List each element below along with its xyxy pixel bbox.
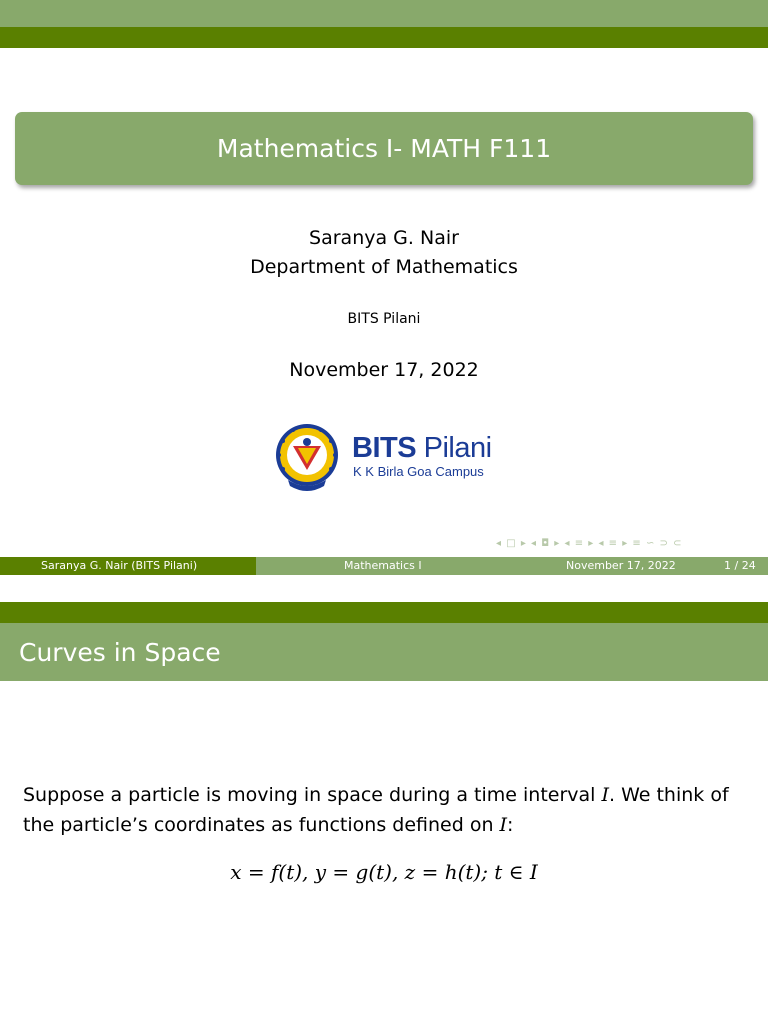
slide2-paragraph: [23, 780, 753, 840]
author-name: Saranya G. Nair: [309, 227, 459, 249]
institute: BITS Pilani: [347, 311, 421, 327]
logo-wordmark: [352, 432, 492, 465]
footer-right-panel: [512, 557, 768, 575]
footer-date: November 17, 2022: [566, 559, 676, 572]
header-band-light: [0, 0, 768, 27]
beamer-navigation-symbols[interactable]: ◂ □ ▸ ◂ ◘ ▸ ◂ ≡ ▸ ◂ ≡ ▸ ≡ ∽ ⊃ ⊂: [496, 538, 683, 549]
footer-center-panel: [256, 557, 512, 575]
footer-left-panel: [0, 557, 256, 575]
footer-page-number: 1 / 24: [724, 559, 756, 572]
var-interval-2: I: [499, 814, 508, 836]
bits-seal-icon: [274, 420, 340, 494]
footer-course: Mathematics I: [344, 559, 422, 572]
para-part-2: . We think of the particle’s coordinates as functions defined on: [23, 784, 729, 836]
para-part-3: :: [507, 814, 514, 836]
para-part-1: Suppose a particle is moving in space during a time interval: [23, 784, 602, 806]
presentation-date: November 17, 2022: [289, 359, 479, 381]
logo-name-bold: BITS: [352, 432, 417, 464]
slide-title: Mathematics I- MATH F111: [216, 134, 552, 163]
slide-footer: [0, 557, 768, 575]
parametric-equation: x = f(t), y = g(t), z = h(t); t ∈ I: [230, 860, 538, 884]
slide2-header-band-dark: [0, 602, 768, 623]
slide-title-box: [15, 112, 753, 185]
logo-name-regular: Pilani: [416, 432, 492, 464]
var-interval-1: I: [601, 784, 609, 806]
footer-author: Saranya G. Nair (BITS Pilani): [41, 559, 198, 572]
logo-campus: K K Birla Goa Campus: [353, 464, 484, 479]
header-band-dark: [0, 27, 768, 48]
slide2-title: Curves in Space: [19, 638, 221, 667]
department: Department of Mathematics: [250, 256, 518, 278]
